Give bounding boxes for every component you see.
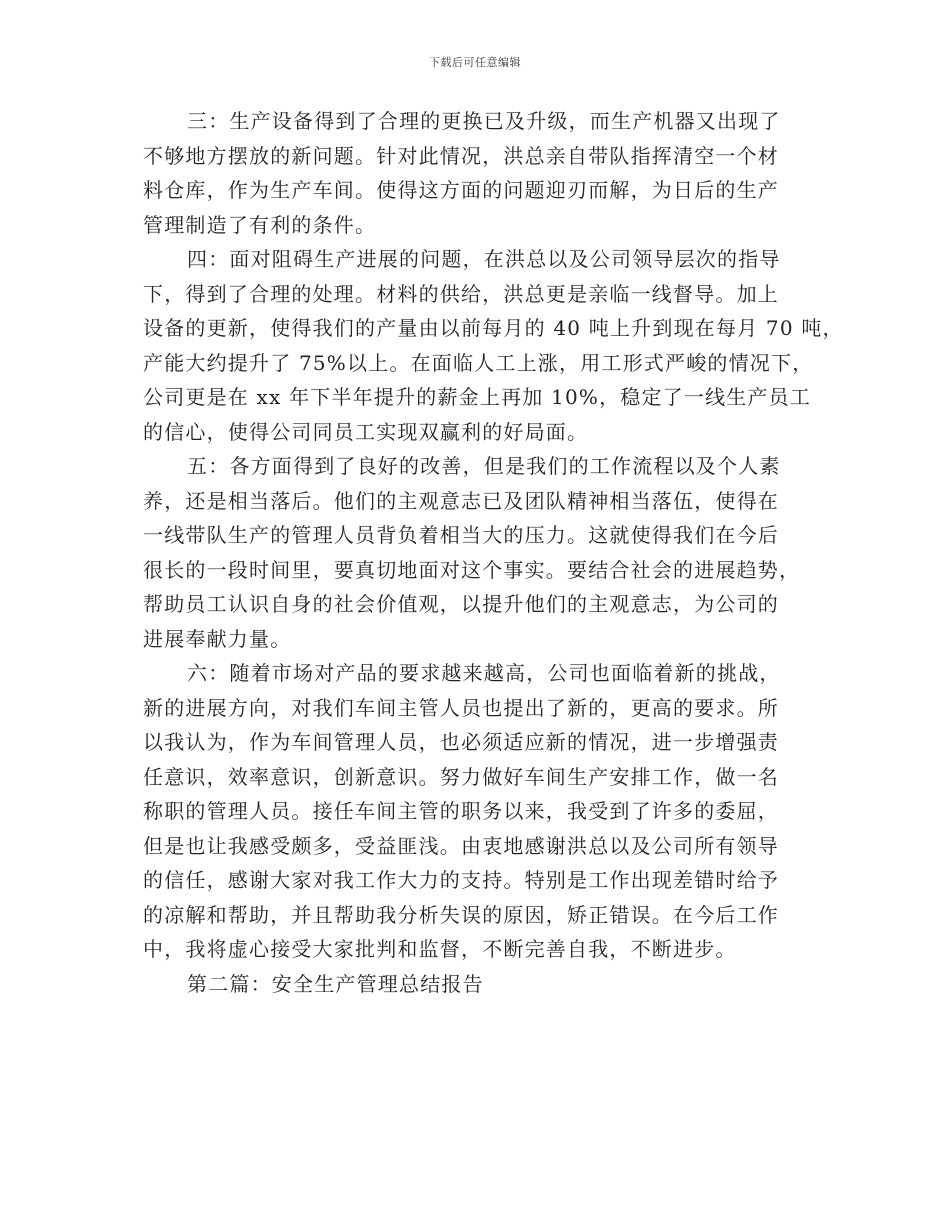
text-line: 帮助员工认识自身的社会价值观，以提升他们的主观意志，为公司的	[143, 592, 779, 616]
text-line: 管理制造了有利的条件。	[143, 212, 377, 237]
text-line: 很长的一段时间里，要真切地面对这个事实。要结合社会的进展趋势，	[143, 557, 801, 582]
text-line: 设备的更新，使得我们的产量由以前每月的 40 吨上升到现在每月 70 吨，	[143, 316, 844, 340]
paragraph-four	[143, 242, 844, 449]
text-line: 四：面对阻碍生产进展的问题，在洪总以及公司领导层次的指导	[187, 247, 781, 271]
page-header: 下载后可任意编辑	[429, 56, 521, 69]
text-line: 称职的管理人员。接任车间主管的职务以来，我受到了许多的委屈，	[143, 799, 779, 823]
text-line: 六：随着市场对产品的要求越来越高，公司也面临着新的挑战，	[187, 661, 781, 685]
text-line: 五：各方面得到了良好的改善，但是我们的工作流程以及个人素	[187, 454, 781, 478]
text-line: 下，得到了合理的处理。材料的供给，洪总更是亲临一线督导。加上	[143, 281, 779, 306]
text-line: 产能大约提升了 75%以上。在面临人工上涨，用工形式严峻的情况下，	[143, 350, 814, 375]
paragraph-three	[143, 104, 823, 242]
section-title: 第二篇：安全生产管理总结报告	[187, 971, 484, 996]
text-line: 但是也让我感受颇多，受益匪浅。由衷地感谢洪总以及公司所有领导	[143, 833, 779, 858]
text-line: 的凉解和帮助，并且帮助我分析失误的原因，矫正错误。在今后工作	[143, 902, 779, 927]
text-line: 料仓库，作为生产车间。使得这方面的问题迎刃而解，为日后的生产	[143, 178, 779, 202]
text-line: 一线带队生产的管理人员背负着相当大的压力。这就使得我们在今后	[143, 523, 779, 547]
text-line: 以我认为，作为车间管理人员，也必须适应新的情况，进一步增强责	[143, 730, 779, 754]
text-line: 任意识，效率意识，创新意识。努力做好车间生产安排工作，做一名	[143, 764, 779, 789]
document-body	[143, 104, 844, 1001]
text-line: 不够地方摆放的新问题。针对此情况，洪总亲自带队指挥清空一个材	[143, 143, 779, 168]
paragraph-six	[143, 656, 823, 967]
paragraph-five	[143, 449, 823, 656]
text-line: 公司更是在 xx 年下半年提升的薪金上再加 10%，稳定了一线生产员工	[143, 385, 812, 409]
text-line: 新的进展方向，对我们车间主管人员也提出了新的，更高的要求。所	[143, 695, 779, 720]
text-line: 的信任，感谢大家对我工作大力的支持。特别是工作出现差错时给予	[143, 868, 779, 892]
text-line: 进展奉献力量。	[143, 626, 292, 651]
text-line: 中，我将虚心接受大家批判和监督，不断完善自我，不断进步。	[143, 937, 737, 961]
text-line: 的信心，使得公司同员工实现双赢利的好局面。	[143, 419, 589, 444]
text-line: 养，还是相当落后。他们的主观意志已及团队精神相当落伍，使得在	[143, 488, 779, 513]
section-heading	[143, 967, 823, 1002]
text-line: 三：生产设备得到了合理的更换已及升级，而生产机器又出现了	[187, 109, 781, 133]
